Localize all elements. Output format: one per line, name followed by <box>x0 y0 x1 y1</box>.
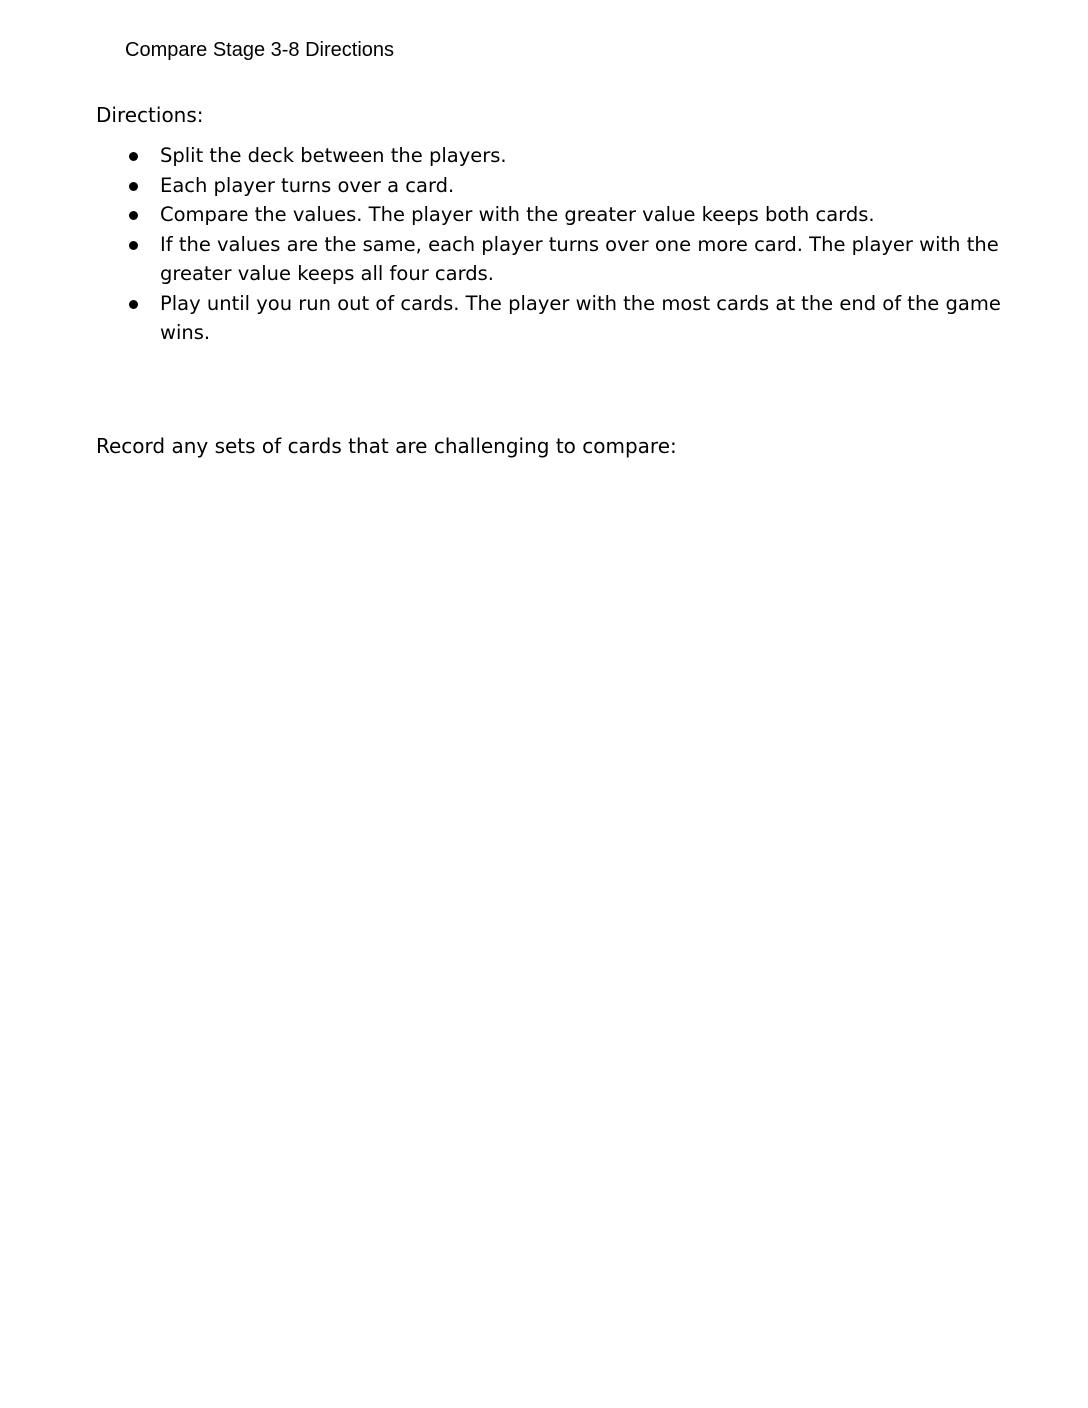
list-item <box>96 230 1026 289</box>
list-item <box>96 141 1026 171</box>
bullet-icon <box>129 152 138 161</box>
bullet-icon <box>129 211 138 220</box>
step-text: If the values are the same, each player turns over one more card. The player with the greater value keeps all four cards. <box>160 232 999 285</box>
list-item <box>96 171 1026 201</box>
record-prompt: Record any sets of cards that are challenging to compare: <box>96 434 677 458</box>
document-title: Compare Stage 3-8 Directions <box>125 39 395 61</box>
step-text: Compare the values. The player with the greater value keeps both cards. <box>160 203 875 226</box>
list-item <box>96 200 1026 230</box>
step-text: Play until you run out of cards. The player with the most cards at the end of the game wins. <box>160 291 1001 344</box>
bullet-icon <box>129 241 138 250</box>
directions-list <box>96 141 1026 348</box>
bullet-icon <box>129 182 138 191</box>
directions-label: Directions: <box>96 103 204 127</box>
bullet-icon <box>129 300 138 309</box>
step-text: Each player turns over a card. <box>160 173 455 197</box>
step-text: Split the deck between the players. <box>160 144 507 167</box>
list-item <box>96 289 1026 348</box>
